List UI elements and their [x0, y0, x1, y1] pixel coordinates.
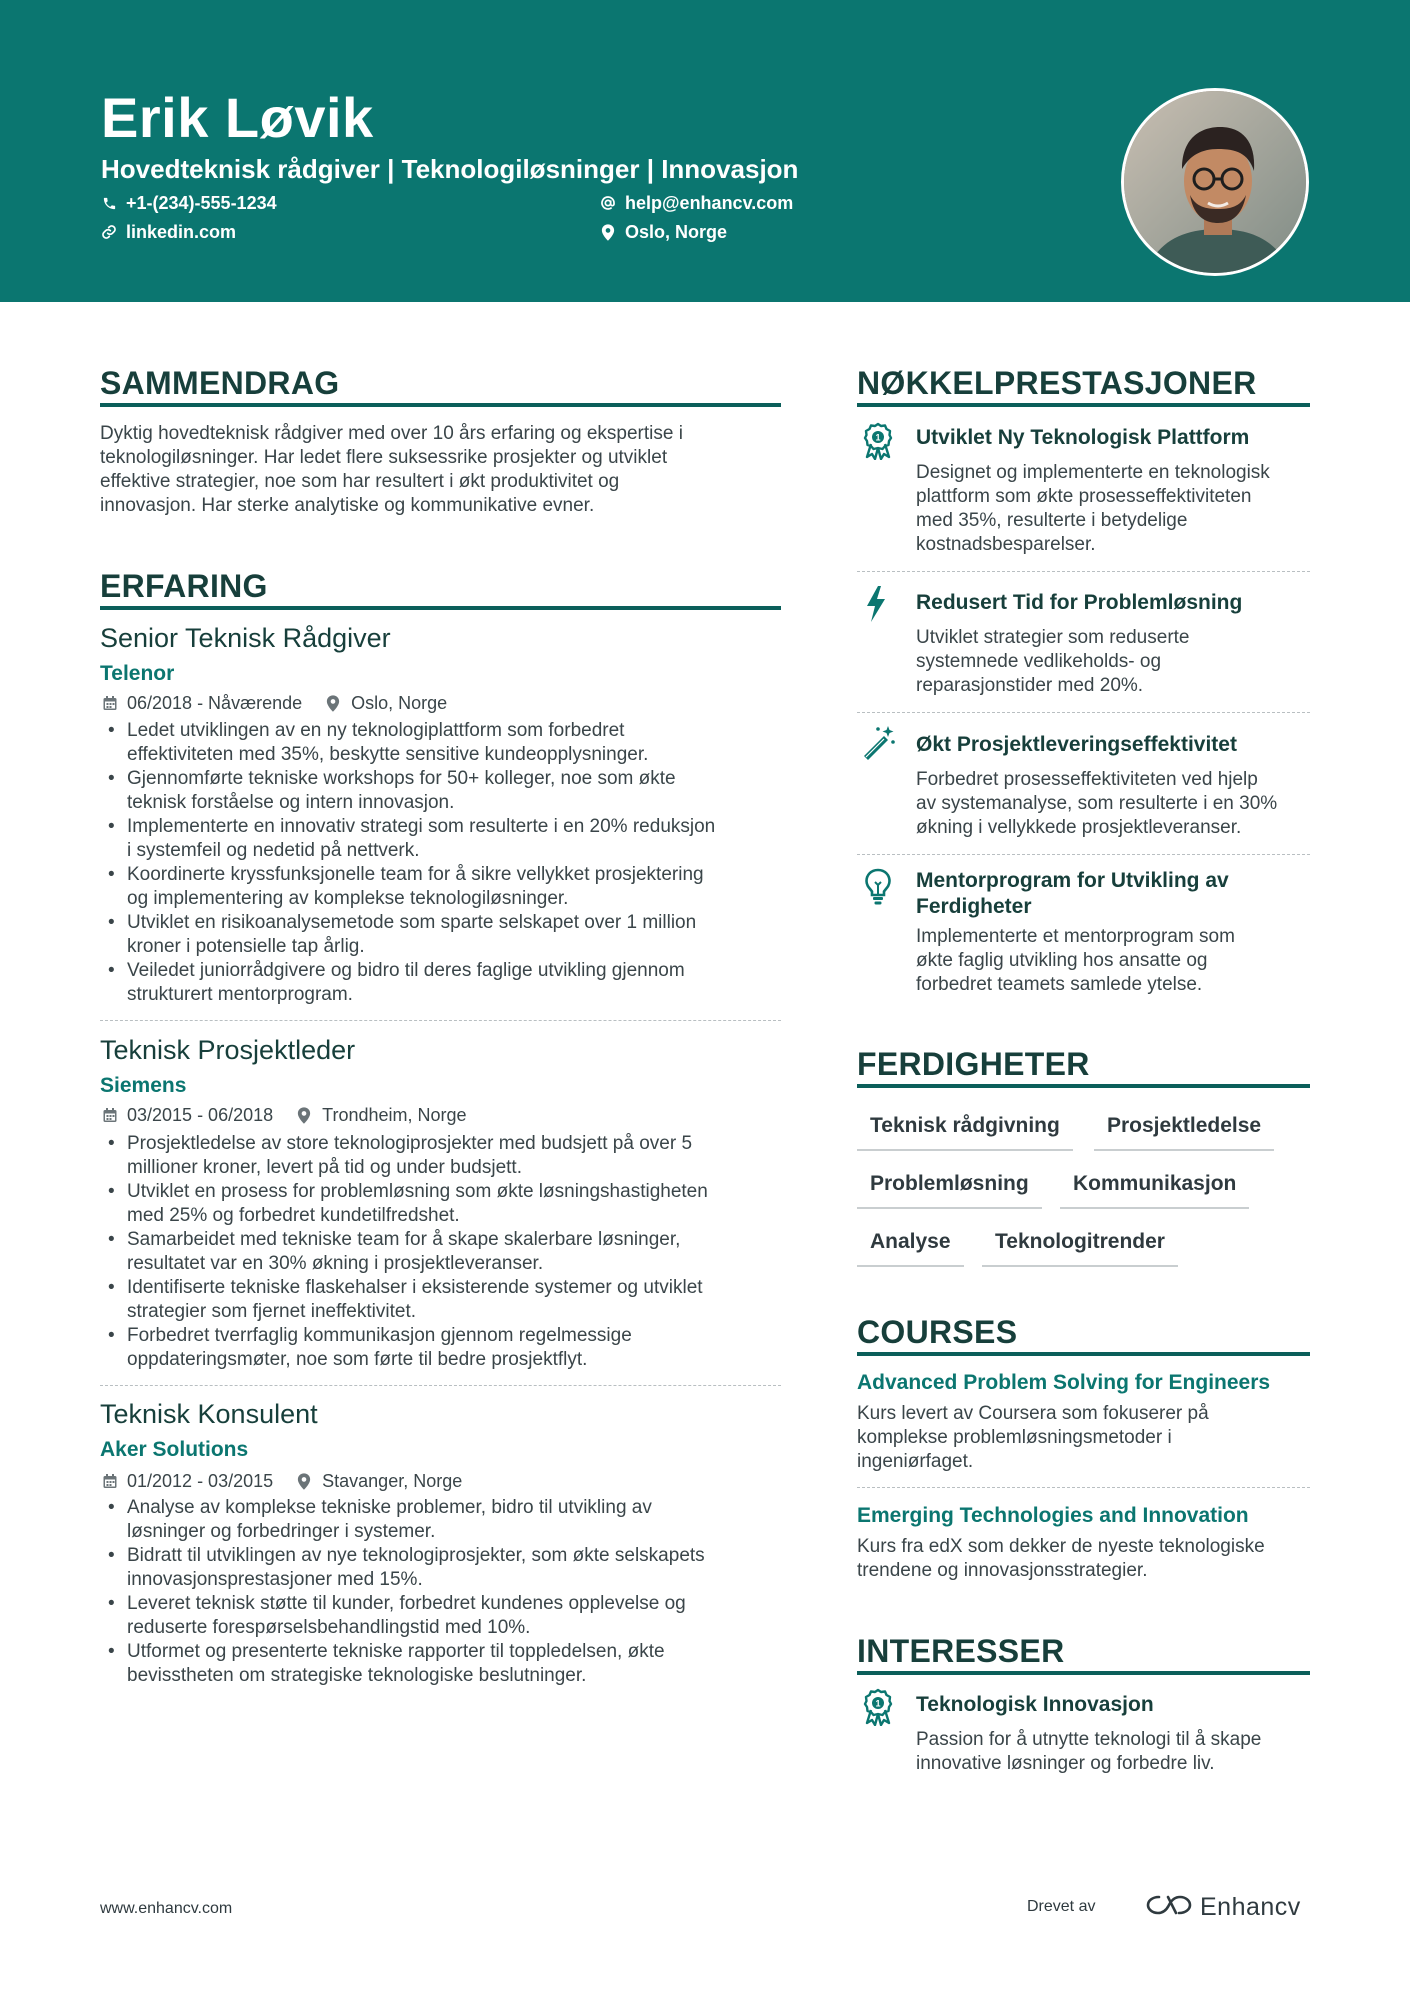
calendar-icon — [102, 695, 118, 711]
achievement-divider — [857, 571, 1310, 572]
job-role: Teknisk Prosjektleder — [100, 1035, 356, 1065]
job-bullet: • Gjennomførte tekniske workshops for 50+ kolleger, noe som økte teknisk forståelse og intern innovasjon. — [100, 767, 790, 815]
job-bullet: • Ledet utviklingen av en ny teknologiplattform som forbedret effektiviteten med 35%, beskytte sensitive kundeopplysninger. — [100, 719, 790, 767]
job-bullet: • Prosjektledelse av store teknologiprosjekter med budsjett på over 5 millioner kroner, levert på tid og under budsjett. — [100, 1132, 790, 1180]
lightbulb-icon — [864, 868, 900, 908]
job-dates: 01/2012 - 03/2015 — [127, 1471, 274, 1491]
skill-tag: Prosjektledelse — [1094, 1113, 1274, 1151]
enhancv-logo[interactable] — [1146, 1893, 1301, 1922]
job-company: Siemens — [100, 1074, 187, 1097]
summary-line: teknologiløsninger. Har ledet flere suksessrike prosjekter og utviklet — [100, 447, 668, 468]
candidate-name: Erik Løvik — [101, 86, 374, 149]
achievement-title: Mentorprogram for Utvikling av Ferdigheter — [916, 869, 1229, 918]
summary-rule — [100, 403, 781, 407]
interests-rule — [857, 1671, 1310, 1675]
job-bullet: • Utformet og presenterte tekniske rapporter til toppledelsen, økte bevisstheten om strategiske teknologiske beslutninger. — [100, 1640, 790, 1688]
contact-email-text: help@enhancv.com — [625, 193, 794, 213]
job-bullets — [100, 1496, 790, 1688]
contact-location-text: Oslo, Norge — [625, 222, 728, 242]
calendar-icon — [102, 1473, 118, 1489]
skill-tag: Kommunikasjon — [1060, 1171, 1249, 1209]
achievement-desc: Designet og implementerte en teknologisk plattform som økte prosesseffektiviteten med 35%, resulterte i betydelige kostnadsbesparelser. — [916, 462, 1270, 555]
job-bullet: • Identifiserte tekniske flaskehalser i eksisterende systemer og utviklet strategier som fjernet ineffektivitet. — [100, 1276, 790, 1324]
job-bullets — [100, 719, 790, 1007]
job-dates: 06/2018 - Nåværende — [127, 693, 303, 713]
course-desc: Kurs levert av Coursera som fokuserer på komplekse problemløsningsmetoder i ingeniørfaget. — [857, 1403, 1209, 1472]
award-ribbon-icon — [862, 422, 898, 462]
map-pin-icon — [297, 1473, 313, 1489]
map-pin-icon — [326, 695, 342, 711]
experience-rule — [100, 606, 781, 610]
experience-heading: ERFARING — [100, 568, 268, 604]
achievement-desc: Implementerte et mentorprogram som økte faglig utvikling hos ansatte og forbedret teamets samlede ytelse. — [916, 926, 1235, 995]
map-pin-icon — [600, 224, 616, 240]
job-bullets — [100, 1132, 790, 1372]
contact-location — [600, 220, 727, 244]
achievements-rule — [857, 403, 1310, 407]
footer-powered-by: Drevet av — [1027, 1898, 1096, 1915]
job-bullet: • Koordinerte kryssfunksjonelle team for å sikre vellykket prosjektering og implementering av komplekse teknologiløsninger. — [100, 863, 790, 911]
job-role: Senior Teknisk Rådgiver — [100, 623, 391, 653]
contact-linkedin[interactable] — [101, 220, 236, 244]
job-company: Telenor — [100, 662, 175, 685]
phone-icon — [101, 195, 117, 211]
courses-rule — [857, 1352, 1310, 1356]
calendar-icon — [102, 1107, 118, 1123]
profile-photo — [1121, 88, 1309, 276]
achievement-desc: Forbedret prosesseffektiviteten ved hjelp av systemanalyse, som resulterte i en 30% økning i vellykkede prosjektleveranser. — [916, 769, 1278, 838]
award-ribbon-icon — [862, 1688, 898, 1728]
skills-rule — [857, 1084, 1310, 1088]
job-bullet: • Utviklet en risikoanalysemetode som sparte selskapet over 1 million kroner i potensielle tap årlig. — [100, 911, 790, 959]
achievement-title: Redusert Tid for Problemløsning — [916, 591, 1243, 614]
job-dates: 03/2015 - 06/2018 — [127, 1105, 274, 1125]
job-bullet: • Forbedret tverrfaglig kommunikasjon gjennom regelmessige oppdateringsmøter, noe som førte til bedre prosjektflyt. — [100, 1324, 790, 1372]
job-divider — [100, 1385, 781, 1386]
summary-heading: SAMMENDRAG — [100, 365, 340, 401]
achievement-title: Utviklet Ny Teknologisk Plattform — [916, 426, 1250, 449]
achievements-heading: NØKKELPRESTASJONER — [857, 365, 1257, 401]
skills-heading: FERDIGHETER — [857, 1046, 1090, 1082]
link-icon — [101, 224, 117, 240]
job-bullet: • Utviklet en prosess for problemløsning som økte løsningshastigheten med 25% og forbedret kundetilfredshet. — [100, 1180, 790, 1228]
interest-title: Teknologisk Innovasjon — [916, 1693, 1154, 1716]
course-desc: Kurs fra edX som dekker de nyeste teknologiske trendene og innovasjonsstrategier. — [857, 1536, 1265, 1581]
job-location: Oslo, Norge — [351, 693, 448, 713]
magic-wand-icon — [860, 724, 896, 764]
course-title: Advanced Problem Solving for Engineers — [857, 1371, 1271, 1394]
svg-text:1: 1 — [875, 1698, 881, 1709]
enhancv-logo-text: Enhancv — [1200, 1893, 1301, 1921]
job-bullet: • Leveret teknisk støtte til kunder, forbedret kundenes opplevelse og reduserte forespørselsbehandlingstid med 10%. — [100, 1592, 790, 1640]
achievement-desc: Utviklet strategier som reduserte systemnede vedlikeholds- og reparasjonstider med 20%. — [916, 627, 1190, 696]
svg-text:1: 1 — [875, 432, 881, 443]
achievement-title: Økt Prosjektleveringseffektivitet — [916, 733, 1237, 756]
contact-email[interactable] — [600, 191, 793, 215]
summary-line: Dyktig hovedteknisk rådgiver med over 10 års erfaring og ekspertise i — [100, 423, 683, 444]
job-divider — [100, 1020, 781, 1021]
skill-tag: Problemløsning — [857, 1171, 1042, 1209]
at-sign-icon — [600, 195, 616, 211]
job-bullet: • Analyse av komplekse tekniske problemer, bidro til utvikling av løsninger og forbedringer i systemer. — [100, 1496, 790, 1544]
map-pin-icon — [297, 1107, 313, 1123]
resume-header — [0, 0, 1410, 302]
interests-heading: INTERESSER — [857, 1633, 1065, 1669]
course-divider — [857, 1487, 1310, 1488]
summary-line: effektive strategier, noe som har resultert i økt produktivitet og — [100, 471, 620, 492]
contact-phone-text: +1-(234)-555-1234 — [126, 193, 277, 213]
interest-desc: Passion for å utnytte teknologi til å skape innovative løsninger og forbedre liv. — [916, 1729, 1262, 1774]
job-meta — [102, 692, 447, 714]
courses-heading: COURSES — [857, 1314, 1018, 1350]
job-bullet: • Bidratt til utviklingen av nye teknologiprosjekter, som økte selskapets innovasjonsprestasjoner med 15%. — [100, 1544, 790, 1592]
job-bullet: • Samarbeidet med tekniske team for å skape skalerbare løsninger, resultatet var en 30% økning i prosjektleveranser. — [100, 1228, 790, 1276]
job-location: Trondheim, Norge — [322, 1105, 467, 1125]
skill-tag: Teknisk rådgivning — [857, 1113, 1073, 1151]
lightning-bolt-icon — [864, 585, 900, 625]
achievement-divider — [857, 854, 1310, 855]
job-bullet: • Veiledet juniorrådgivere og bidro til deres faglige utvikling gjennom strukturert mentorprogram. — [100, 959, 790, 1007]
job-role: Teknisk Konsulent — [100, 1399, 318, 1429]
enhancv-logo-icon — [1146, 1893, 1192, 1922]
job-meta — [102, 1104, 467, 1126]
course-title: Emerging Technologies and Innovation — [857, 1504, 1249, 1527]
contact-phone[interactable] — [101, 191, 277, 215]
achievement-divider — [857, 712, 1310, 713]
summary-text — [100, 422, 790, 518]
skill-tag: Teknologitrender — [982, 1229, 1178, 1267]
job-meta — [102, 1470, 462, 1492]
job-company: Aker Solutions — [100, 1438, 249, 1461]
contact-linkedin-text: linkedin.com — [126, 222, 237, 242]
candidate-headline: Hovedteknisk rådgiver | Teknologiløsninger | Innovasjon — [101, 154, 799, 184]
footer-website[interactable]: www.enhancv.com — [100, 1900, 233, 1917]
job-location: Stavanger, Norge — [322, 1471, 463, 1491]
skill-tag: Analyse — [857, 1229, 964, 1267]
summary-line: innovasjon. Har sterke analytiske og kommunikative evner. — [100, 495, 595, 516]
job-bullet: • Implementerte en innovativ strategi som resulterte i en 20% reduksjon i systemfeil og nedetid på nettverk. — [100, 815, 790, 863]
